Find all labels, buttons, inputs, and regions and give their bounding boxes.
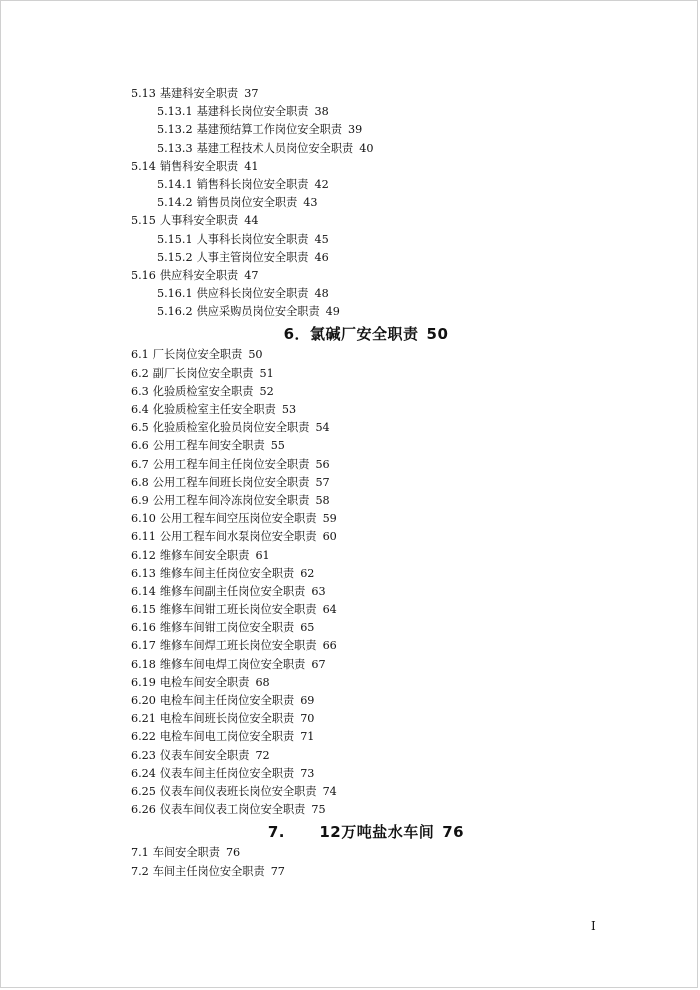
toc-entry[interactable] <box>131 728 601 746</box>
toc-entry-number: 6.6 <box>131 439 149 453</box>
toc-entry-page: 52 <box>259 384 274 398</box>
toc-entry-number: 5.15.2 <box>157 250 193 264</box>
toc-entry-page: 48 <box>314 287 329 301</box>
toc-entry-title: 电检车间班长岗位安全职责 <box>159 712 295 726</box>
toc-entry-number: 6.12 <box>131 548 156 562</box>
toc-entry-title: 基建科长岗位安全职责 <box>196 105 309 119</box>
toc-entry-title: 供应采购员岗位安全职责 <box>196 305 320 319</box>
toc-entry-title: 供应科安全职责 <box>159 268 239 282</box>
toc-entry[interactable] <box>131 303 601 321</box>
toc-entry-page: 47 <box>244 268 259 282</box>
toc-entry-title: 化验质检室安全职责 <box>152 384 254 398</box>
toc-entry-number: 6.2 <box>131 366 149 380</box>
toc-entry-number: 6.17 <box>131 639 156 653</box>
toc-entry-title: 销售科长岗位安全职责 <box>196 177 309 191</box>
toc-entry-title: 维修车间钳工班长岗位安全职责 <box>159 603 317 617</box>
toc-entry-number: 6.16 <box>131 621 156 635</box>
toc-entry[interactable] <box>131 528 601 546</box>
toc-entry-page: 73 <box>300 766 315 780</box>
toc-entry-number: 6.22 <box>131 730 156 744</box>
toc-entry-title: 销售员岗位安全职责 <box>196 196 298 210</box>
toc-entry-page: 46 <box>314 250 329 264</box>
toc-entry[interactable] <box>131 401 601 419</box>
toc-entry-title: 公用工程车间水泵岗位安全职责 <box>159 530 317 544</box>
toc-entry[interactable] <box>131 583 601 601</box>
toc-entry-title: 化验质检室主任安全职责 <box>152 403 276 416</box>
toc-entry-title: 电检车间安全职责 <box>159 675 250 689</box>
toc-entry-title: 公用工程车间空压岗位安全职责 <box>159 512 317 526</box>
toc-entry-title: 维修车间电焊工岗位安全职责 <box>159 657 306 671</box>
toc-entry-number: 6.10 <box>131 512 156 526</box>
toc-entry-title: 仪表车间主任岗位安全职责 <box>159 766 295 780</box>
toc-entry[interactable] <box>131 285 601 303</box>
section-heading-number: 6． <box>283 325 311 344</box>
toc-entry[interactable] <box>131 194 601 212</box>
toc-entry-number: 5.14.1 <box>157 177 193 191</box>
toc-entry[interactable] <box>131 212 601 230</box>
toc-entry-number: 6.9 <box>131 493 149 507</box>
toc-entry-number: 5.16.1 <box>157 287 193 301</box>
toc-entry-number: 6.5 <box>131 421 149 435</box>
toc-entry-number: 6.23 <box>131 748 156 762</box>
toc-entry[interactable] <box>131 346 601 364</box>
toc-entry-title: 人事主管岗位安全职责 <box>196 250 309 264</box>
toc-entry-number: 6.1 <box>131 348 149 362</box>
toc-entry-page: 57 <box>315 475 330 489</box>
toc-entry-title: 基建科安全职责 <box>159 87 239 100</box>
section-heading-page: 50 <box>426 325 449 344</box>
toc-entry-title: 化验质检室化验员岗位安全职责 <box>152 421 310 435</box>
toc-entry-title: 维修车间主任岗位安全职责 <box>159 566 295 580</box>
toc-entry-number: 6.21 <box>131 712 156 726</box>
toc-entry-page: 38 <box>314 105 329 119</box>
toc-entry[interactable] <box>131 547 601 565</box>
toc-entry[interactable] <box>131 103 601 121</box>
toc-entry[interactable] <box>131 267 601 285</box>
toc-entry-page: 43 <box>303 196 318 210</box>
toc-entry-title: 基建工程技术人员岗位安全职责 <box>196 141 354 155</box>
toc-entry-title: 仪表车间仪表班长岗位安全职责 <box>159 784 317 798</box>
toc-entry-number: 6.26 <box>131 803 156 817</box>
toc-entry-number: 6.8 <box>131 475 149 489</box>
toc-entry-number: 5.16.2 <box>157 305 193 319</box>
toc-entry-number: 5.16 <box>131 268 156 282</box>
toc-entry-page: 67 <box>311 657 326 671</box>
toc-entry-page: 42 <box>314 177 329 191</box>
toc-entry-title: 副厂长岗位安全职责 <box>152 366 254 380</box>
toc-entry-number: 6.18 <box>131 657 156 671</box>
toc-entry-page: 39 <box>348 123 363 137</box>
toc-entry-number: 6.15 <box>131 603 156 617</box>
toc-entry[interactable] <box>131 747 601 765</box>
toc-entry-page: 56 <box>315 457 330 471</box>
toc-entry-number: 6.13 <box>131 566 156 580</box>
toc-entry-page: 59 <box>322 512 337 526</box>
toc-entry[interactable] <box>131 249 601 267</box>
toc-entry-title: 人事科安全职责 <box>159 214 239 228</box>
toc-entry-page: 60 <box>322 530 337 544</box>
toc-entry-number: 6.3 <box>131 384 149 398</box>
toc-entry-title: 公用工程车间班长岗位安全职责 <box>152 475 310 489</box>
toc-entry-title: 基建预结算工作岗位安全职责 <box>196 123 343 137</box>
section-heading-page: 76 <box>442 823 465 842</box>
table-of-contents <box>131 85 601 881</box>
toc-entry-title: 厂长岗位安全职责 <box>152 348 243 362</box>
toc-entry-title: 电检车间主任岗位安全职责 <box>159 694 295 707</box>
toc-entry-page: 53 <box>281 403 297 416</box>
toc-entry[interactable] <box>131 565 601 583</box>
toc-entry-title: 仪表车间仪表工岗位安全职责 <box>159 803 306 817</box>
toc-entry-number: 6.7 <box>131 457 149 471</box>
toc-entry-page: 74 <box>322 784 337 798</box>
toc-entry-number: 6.20 <box>131 694 156 707</box>
toc-entry-page: 68 <box>255 675 270 689</box>
toc-entry[interactable] <box>131 783 601 801</box>
toc-entry[interactable] <box>131 637 601 655</box>
toc-entry-page: 37 <box>244 87 259 100</box>
toc-entry-number: 5.13.1 <box>157 105 193 119</box>
toc-entry-page: 63 <box>311 584 326 598</box>
toc-entry-page: 66 <box>322 639 337 653</box>
toc-entry-page: 61 <box>255 548 270 562</box>
toc-entry-page: 69 <box>300 694 315 707</box>
toc-entry-page: 50 <box>248 348 263 362</box>
toc-entry-title: 公用工程车间冷冻岗位安全职责 <box>152 493 310 507</box>
toc-entry-number: 5.14.2 <box>157 196 193 210</box>
toc-entry-number: 5.13 <box>131 87 156 100</box>
toc-entry-number: 7.2 <box>131 864 149 878</box>
toc-entry-page: 54 <box>315 421 330 435</box>
toc-entry-number: 5.14 <box>131 159 156 173</box>
toc-entry-page: 49 <box>325 305 340 319</box>
toc-entry-title: 维修车间焊工班长岗位安全职责 <box>159 639 317 653</box>
toc-entry[interactable] <box>131 456 601 474</box>
section-heading <box>131 324 601 344</box>
toc-entry-title: 车间安全职责 <box>152 846 220 860</box>
toc-entry[interactable] <box>131 765 601 783</box>
toc-entry-title: 公用工程车间安全职责 <box>152 439 265 453</box>
toc-entry-title: 仪表车间安全职责 <box>159 748 250 762</box>
section-heading-title: 12万吨盐水车间 <box>319 823 435 842</box>
toc-entry-number: 5.15.1 <box>157 232 193 246</box>
toc-entry[interactable] <box>131 437 601 455</box>
toc-entry[interactable] <box>131 419 601 437</box>
toc-entry[interactable] <box>131 863 601 881</box>
toc-entry[interactable] <box>131 140 601 158</box>
toc-entry[interactable] <box>131 158 601 176</box>
section-heading <box>131 822 601 842</box>
toc-entry-number: 6.14 <box>131 584 156 598</box>
toc-entry-page: 70 <box>300 712 315 726</box>
toc-entry-page: 75 <box>311 803 326 817</box>
toc-entry[interactable] <box>131 121 601 139</box>
toc-entry[interactable] <box>131 801 601 819</box>
toc-entry-title: 供应科长岗位安全职责 <box>196 287 309 301</box>
toc-entry-page: 40 <box>359 141 374 155</box>
toc-entry-title: 电检车间电工岗位安全职责 <box>159 730 295 744</box>
toc-entry[interactable] <box>131 492 601 510</box>
toc-entry[interactable] <box>131 674 601 692</box>
section-heading-number: 7. <box>267 823 286 842</box>
toc-entry[interactable] <box>131 231 601 249</box>
toc-entry-page: 51 <box>259 366 274 380</box>
toc-entry-number: 6.4 <box>131 403 149 416</box>
toc-entry-title: 销售科安全职责 <box>159 159 239 173</box>
toc-entry-page: 55 <box>270 439 285 453</box>
toc-entry-page: 76 <box>225 846 241 860</box>
toc-entry[interactable] <box>131 619 601 637</box>
toc-entry-page: 44 <box>244 214 259 228</box>
toc-entry-number: 6.25 <box>131 784 156 798</box>
toc-entry-number: 5.13.3 <box>157 141 193 155</box>
toc-entry-page: 62 <box>300 566 315 580</box>
toc-entry-number: 7.1 <box>131 846 149 860</box>
toc-entry-title: 人事科长岗位安全职责 <box>196 232 309 246</box>
toc-entry-number: 6.24 <box>131 766 156 780</box>
toc-entry[interactable] <box>131 710 601 728</box>
toc-entry[interactable] <box>131 85 601 103</box>
toc-entry-page: 65 <box>300 621 315 635</box>
toc-entry-title: 公用工程车间主任岗位安全职责 <box>152 457 310 471</box>
toc-entry-title: 维修车间钳工岗位安全职责 <box>159 621 295 635</box>
toc-entry-page: 71 <box>300 730 315 744</box>
toc-entry[interactable] <box>131 692 601 710</box>
toc-entry[interactable] <box>131 383 601 401</box>
toc-entry-title: 车间主任岗位安全职责 <box>152 864 265 878</box>
page-number: I <box>591 919 596 933</box>
toc-entry-number: 5.15 <box>131 214 156 228</box>
toc-entry[interactable] <box>131 365 601 383</box>
toc-entry[interactable] <box>131 176 601 194</box>
toc-entry-number: 6.11 <box>131 530 156 544</box>
section-heading-title: 氯碱厂安全职责 <box>310 325 419 344</box>
toc-entry-page: 58 <box>315 493 330 507</box>
toc-entry[interactable] <box>131 510 601 528</box>
toc-entry-page: 45 <box>314 232 329 246</box>
toc-entry-title: 维修车间副主任岗位安全职责 <box>159 584 306 598</box>
toc-entry-title: 维修车间安全职责 <box>159 548 250 562</box>
toc-entry-page: 72 <box>255 748 270 762</box>
toc-entry[interactable] <box>131 601 601 619</box>
toc-entry[interactable] <box>131 844 601 862</box>
toc-entry[interactable] <box>131 656 601 674</box>
toc-entry-page: 77 <box>270 864 285 878</box>
toc-entry-page: 64 <box>322 603 337 617</box>
toc-entry-number: 5.13.2 <box>157 123 193 137</box>
toc-entry[interactable] <box>131 474 601 492</box>
toc-entry-page: 41 <box>244 159 259 173</box>
toc-entry-number: 6.19 <box>131 675 156 689</box>
